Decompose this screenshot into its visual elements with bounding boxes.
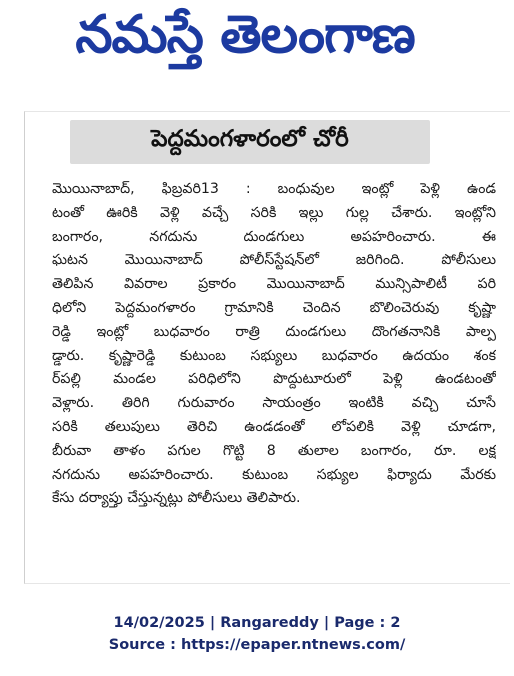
footer xyxy=(0,612,514,656)
article-line: బంగారం, నగదును దుండగులు అపహరించారు. ఈ xyxy=(52,228,496,245)
article-line: తెలిపిన వివరాల ప్రకారం మొయినాబాద్ మున్సిపాలిటీ పరి xyxy=(52,276,496,293)
dateline: 14/02/2025 | Rangareddy | Page : 2 xyxy=(113,615,401,631)
article-line: డ్డారు. కృష్ణారెడ్డి కుటుంబ సభ్యులు బుధవారం ఉదయం శంక xyxy=(52,347,496,364)
article-line: రెడ్డి ఇంట్లో బుధవారం రాత్రి దుండగులు దొంగతనానికి పాల్ప xyxy=(52,323,496,340)
article-line: ధిలోని పెద్దమంగళారం గ్రామానికి చెందిన బొలించెరువు కృష్ణా xyxy=(52,299,496,316)
source-link[interactable]: Source : https://epaper.ntnews.com/ xyxy=(108,637,406,653)
article-line: ర్‌పల్లి మండల పరిధిలోని పొద్దుటూరులో పెళ్లి ఉండటంతో xyxy=(52,371,496,388)
article-line: టంతో ఊరికి వెళ్లి వచ్చే సరికి ఇల్లు గుల్ల చేశారు. ఇంట్లోని xyxy=(52,204,496,221)
article-line: కేసు దర్యాప్తు చేస్తున్నట్లు పోలీసులు తెలిపారు. xyxy=(52,490,301,507)
article-line: సరికి తలుపులు తెరిచి ఉండడంతో లోపలికి వెళ్లి చూడగా, xyxy=(52,418,496,435)
article-body xyxy=(52,178,496,511)
article-line: బీరువా తాళం పగుల గొట్టి 8 తులాల బంగారం, రూ. లక్ష xyxy=(52,442,496,459)
article-line: ఘటన మొయినాబాద్ పోలీస్‌స్టేషన్‌లో జరిగింది. పోలీసులు xyxy=(52,252,496,269)
adjacent-column-fragment xyxy=(0,155,24,585)
article-line: నగదును అపహరించారు. కుటుంబ సభ్యుల ఫిర్యాదు మేరకు xyxy=(52,466,496,483)
article-line: వెళ్లారు. తిరిగి గురువారం సాయంత్రం ఇంటికి వచ్చి చూసే xyxy=(52,395,496,412)
article-headline: పెద్దమంగళారంలో చోరీ xyxy=(70,120,430,164)
newspaper-masthead: నమస్తే తెలంగాణ xyxy=(75,4,415,65)
article-line: మొయినాబాద్, ఫిబ్రవరి13 : బంధువుల ఇంట్లో పెళ్లి ఉండ xyxy=(52,181,496,197)
